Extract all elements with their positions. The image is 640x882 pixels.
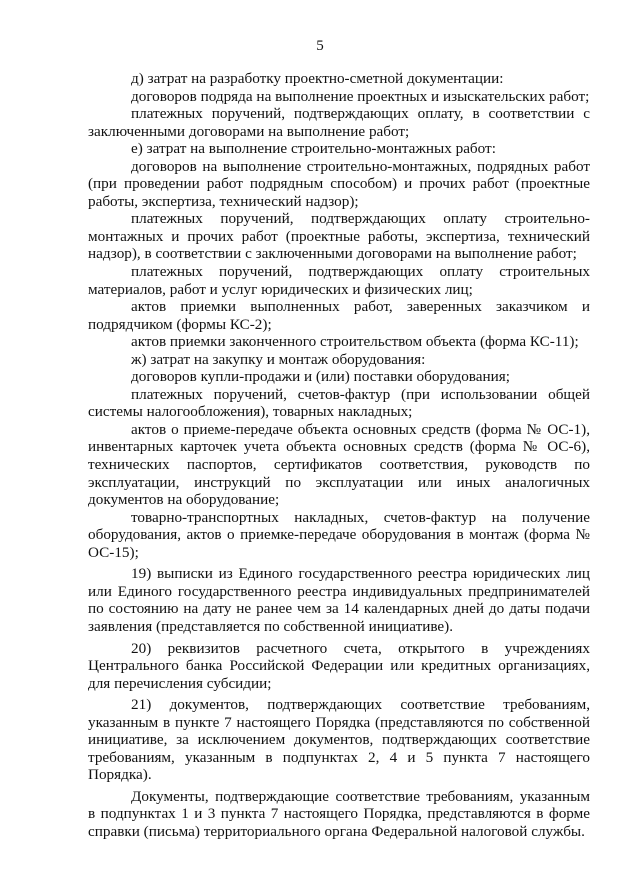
paragraph: актов приемки законченного строительством объекта (форма КС-11); (131, 333, 579, 351)
paragraph: договоров купли-продажи и (или) поставки оборудования; (131, 368, 510, 386)
paragraph: платежных поручений, подтверждающих оплату строительно-монтажных и прочих работ (проектные работы, экспертиза, технический надзор), в соответствии с заключенными договорами на выполнение работ; (88, 210, 590, 263)
paragraph: платежных поручений, счетов-фактур (при использовании общей системы налогообложения), товарных накладных; (88, 385, 590, 421)
paragraph: 19) выписки из Единого государственного реестра юридических лиц или Единого государственного реестра индивидуальных предпринимателей по состоянию на дату не ранее чем за 14 календарных дней до даты подачи заявления (представляется по собственной инициативе). (88, 565, 590, 635)
paragraph: актов о приеме-передаче объекта основных средств (форма № ОС-1), инвентарных карточек учета объекта основных средств (форма № ОС-6), технических паспортов, сертификатов соответствия, руководств по эксплуатации, инструкций по эксплуатации или иных аналогичных документов на оборудование; (88, 420, 590, 509)
paragraph: Документы, подтверждающие соответствие требованиям, указанным в подпунктах 1 и 3 пункта 7 настоящего Порядка, представляются в форме справки (письма) территориального органа Федеральной налоговой службы. (88, 787, 590, 840)
paragraph: 21) документов, подтверждающих соответствие требованиям, указанным в пункте 7 настоящего Порядка (представляются по собственной инициативе, за исключением документов, подтверждающих соответствие требованиям, указанным в подпунктах 2, 4 и 5 пункта 7 настоящего Порядка). (88, 696, 590, 784)
paragraph: д) затрат на разработку проектно-сметной документации: (131, 70, 504, 87)
paragraph: платежных поручений, подтверждающих оплату строительных материалов, работ и услуг юридических и физических лиц; (88, 263, 590, 298)
paragraph: е) затрат на выполнение строительно-монтажных работ: (131, 140, 496, 158)
paragraph: ж) затрат на закупку и монтаж оборудования: (131, 350, 426, 368)
paragraph: товарно-транспортных накладных, счетов-фактур на получение оборудования, актов о приемке-передаче оборудования в монтаж (форма № ОС-15); (88, 508, 590, 561)
document-body (88, 70, 590, 841)
page-number: 5 (316, 38, 324, 54)
paragraph: актов приемки выполненных работ, заверенных заказчиком и подрядчиком (формы КС-2); (88, 298, 590, 333)
paragraph: платежных поручений, подтверждающих оплату, в соответствии с заключенными договорами на выполнение работ; (88, 105, 590, 140)
paragraph: договоров подряда на выполнение проектных и изыскательских работ; (131, 87, 590, 105)
paragraph: 20) реквизитов расчетного счета, открытого в учреждениях Центрального банка Российской Федерации или кредитных организациях, для перечисления субсидии; (88, 639, 590, 692)
paragraph: договоров на выполнение строительно-монтажных, подрядных работ (при проведении работ подрядным способом) и прочих работ (проектные работы, экспертиза, технический надзор); (88, 157, 590, 210)
